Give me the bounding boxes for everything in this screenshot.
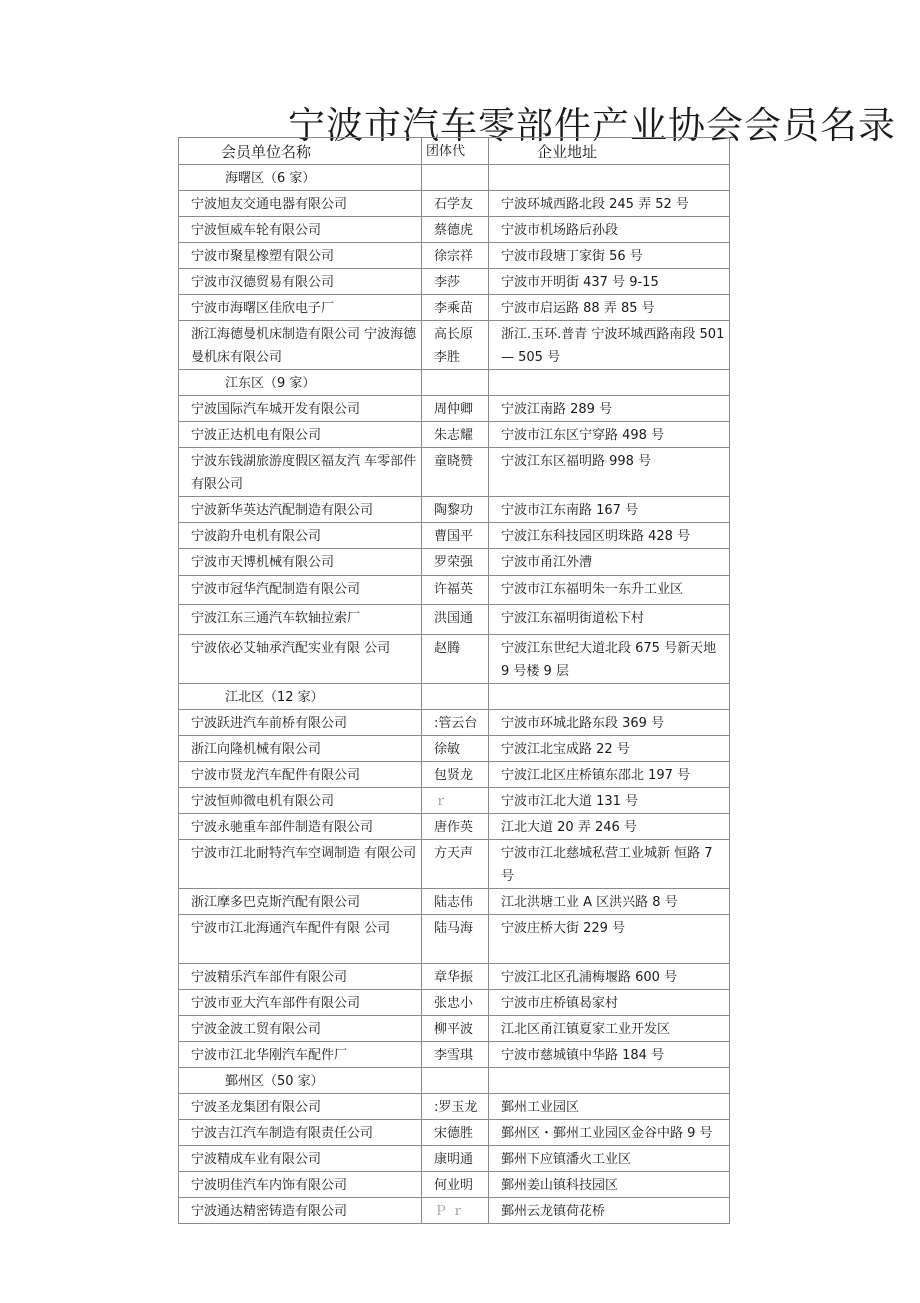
member-unit-name: 宁波吉江汽车制造有限责任公司 — [179, 1120, 422, 1146]
member-representative: 李雪琪 — [422, 1042, 489, 1068]
member-unit-name: 宁波韵升电机有限公司 — [179, 523, 422, 549]
member-representative: 章华振 — [422, 964, 489, 990]
district-name: 海曙区（6 家） — [179, 165, 422, 191]
table-row — [179, 321, 730, 370]
member-address: 江北大道 20 弄 246 号 — [489, 814, 730, 840]
member-representative: 方天声 — [422, 840, 489, 889]
empty-cell — [422, 165, 489, 191]
member-address: 宁波江东科技园区明珠路 428 号 — [489, 523, 730, 549]
district-name: 江北区（12 家） — [179, 684, 422, 710]
member-representative: 康明通 — [422, 1146, 489, 1172]
member-unit-name: 宁波市海曙区佳欣电子厂 — [179, 295, 422, 321]
member-representative: 童晓赞 — [422, 448, 489, 497]
member-representative: 张忠小 — [422, 990, 489, 1016]
member-unit-name: 宁波市江北海通汽车配件有限 公司 — [179, 915, 422, 964]
table-row — [179, 1172, 730, 1198]
table-row — [179, 710, 730, 736]
member-address: 宁波市甬江外漕 — [489, 549, 730, 576]
member-representative: 许福英 — [422, 576, 489, 605]
member-address: 江北洪塘工业 A 区洪兴路 8 号 — [489, 889, 730, 915]
empty-cell — [489, 165, 730, 191]
header-representative: 团体代 — [422, 138, 489, 165]
member-address: 宁波市庄桥镇曷家村 — [489, 990, 730, 1016]
member-unit-name: 宁波正达机电有限公司 — [179, 422, 422, 448]
member-representative: 何业明 — [422, 1172, 489, 1198]
member-representative: 洪国通 — [422, 605, 489, 635]
district-name: 鄞州区（50 家） — [179, 1068, 422, 1094]
table-row — [179, 1094, 730, 1120]
member-unit-name: 宁波恒帅微电机有限公司 — [179, 788, 422, 814]
table-row — [179, 217, 730, 243]
member-representative: Ｐ ｒ — [422, 1198, 489, 1224]
member-unit-name: 宁波市冠华汽配制造有限公司 — [179, 576, 422, 605]
member-representative: 朱志耀 — [422, 422, 489, 448]
member-representative: 宋德胜 — [422, 1120, 489, 1146]
member-unit-name: 浙江摩多巴克斯汽配有限公司 — [179, 889, 422, 915]
member-address: 宁波市开明街 437 号 9-15 — [489, 269, 730, 295]
member-address: 鄞州区・鄞州工业园区金谷中路 9 号 — [489, 1120, 730, 1146]
table-row — [179, 448, 730, 497]
member-representative: 李乘苗 — [422, 295, 489, 321]
table-row — [179, 762, 730, 788]
member-address: 宁波江东福明街道松下村 — [489, 605, 730, 635]
empty-cell — [422, 684, 489, 710]
empty-cell — [489, 370, 730, 396]
member-address: 鄞州姜山镇科技园区 — [489, 1172, 730, 1198]
member-representative: 柳平波 — [422, 1016, 489, 1042]
member-representative: 曹国平 — [422, 523, 489, 549]
member-unit-name: 宁波明佳汽车内饰有限公司 — [179, 1172, 422, 1198]
table-row — [179, 497, 730, 523]
member-unit-name: 宁波恒威车轮有限公司 — [179, 217, 422, 243]
member-representative: 唐作英 — [422, 814, 489, 840]
member-address: 宁波市江东南路 167 号 — [489, 497, 730, 523]
member-unit-name: 宁波永驰重车部件制造有限公司 — [179, 814, 422, 840]
empty-cell — [422, 1068, 489, 1094]
member-address: 宁波市江北慈城私营工业城新 恒路 7 号 — [489, 840, 730, 889]
member-address: 宁波江北区庄桥镇东邵北 197 号 — [489, 762, 730, 788]
member-address: 宁波市慈城镇中华路 184 号 — [489, 1042, 730, 1068]
table-row — [179, 889, 730, 915]
table-row — [179, 915, 730, 964]
table-row — [179, 576, 730, 605]
member-unit-name: 宁波依必艾轴承汽配实业有限 公司 — [179, 635, 422, 684]
page-title: 宁波市汽车零部件产业协会会员名录 — [288, 104, 896, 147]
table-row — [179, 269, 730, 295]
member-address: 宁波江东区福明路 998 号 — [489, 448, 730, 497]
member-address: 宁波市启运路 88 弄 85 号 — [489, 295, 730, 321]
member-address: 宁波江东世纪大道北段 675 号新天地 9 号楼 9 层 — [489, 635, 730, 684]
empty-cell — [422, 370, 489, 396]
member-representative: 蔡德虎 — [422, 217, 489, 243]
member-address: 宁波市江北大道 131 号 — [489, 788, 730, 814]
member-address: 宁波市江东区宁穿路 498 号 — [489, 422, 730, 448]
member-representative: 罗荣强 — [422, 549, 489, 576]
member-unit-name: 宁波市江北华刚汽车配件厂 — [179, 1042, 422, 1068]
district-row — [179, 370, 730, 396]
member-unit-name: 宁波市贤龙汽车配件有限公司 — [179, 762, 422, 788]
member-representative: :管云台 — [422, 710, 489, 736]
member-unit-name: 宁波市天博机械有限公司 — [179, 549, 422, 576]
empty-cell — [489, 1068, 730, 1094]
member-address: 江北区甬江镇夏家工业开发区 — [489, 1016, 730, 1042]
member-representative: 周仲卿 — [422, 396, 489, 422]
table-row — [179, 191, 730, 217]
table-row — [179, 840, 730, 889]
member-unit-name: 宁波市江北耐特汽车空调制造 有限公司 — [179, 840, 422, 889]
table-row — [179, 635, 730, 684]
table-row — [179, 814, 730, 840]
district-row — [179, 165, 730, 191]
member-address: 鄞州下应镇潘火工业区 — [489, 1146, 730, 1172]
table-row — [179, 736, 730, 762]
member-representative: 陶黎功 — [422, 497, 489, 523]
table-row — [179, 605, 730, 635]
member-unit-name: 宁波市汉德贸易有限公司 — [179, 269, 422, 295]
member-table-body — [179, 138, 730, 1224]
member-unit-name: 浙江海德曼机床制造有限公司 宁波海德曼机床有限公司 — [179, 321, 422, 370]
table-row — [179, 964, 730, 990]
member-address: 宁波市段塘丁家街 56 号 — [489, 243, 730, 269]
member-address: 宁波庄桥大街 229 号 — [489, 915, 730, 964]
table-row — [179, 295, 730, 321]
member-unit-name: 宁波市聚星橡塑有限公司 — [179, 243, 422, 269]
member-representative: 徐敏 — [422, 736, 489, 762]
member-unit-name: 宁波市亚大汽车部件有限公司 — [179, 990, 422, 1016]
table-row — [179, 1016, 730, 1042]
member-address: 宁波江南路 289 号 — [489, 396, 730, 422]
member-representative: :罗玉龙 — [422, 1094, 489, 1120]
member-address: 浙江.玉环.普青 宁波环城西路南段 501 — 505 号 — [489, 321, 730, 370]
table-row — [179, 1146, 730, 1172]
member-representative: 石学友 — [422, 191, 489, 217]
member-representative: 赵腾 — [422, 635, 489, 684]
member-unit-name: 浙江向隆机械有限公司 — [179, 736, 422, 762]
member-unit-name: 宁波跃进汽车前桥有限公司 — [179, 710, 422, 736]
table-row — [179, 243, 730, 269]
table-row — [179, 788, 730, 814]
member-unit-name: 宁波江东三通汽车软轴拉索厂 — [179, 605, 422, 635]
table-row — [179, 396, 730, 422]
member-address: 宁波市环城北路东段 369 号 — [489, 710, 730, 736]
table-row — [179, 1120, 730, 1146]
table-row — [179, 549, 730, 576]
member-unit-name: 宁波国际汽车城开发有限公司 — [179, 396, 422, 422]
member-address: 宁波市江东福明朱一东升工业区 — [489, 576, 730, 605]
header-address: 企业地址 — [489, 138, 730, 165]
table-row — [179, 1198, 730, 1224]
member-unit-name: 宁波新华英达汽配制造有限公司 — [179, 497, 422, 523]
table-row — [179, 422, 730, 448]
district-name: 江东区（9 家） — [179, 370, 422, 396]
empty-cell — [489, 684, 730, 710]
table-row — [179, 523, 730, 549]
member-unit-name: 宁波东钱湖旅游度假区福友汽 车零部件有限公司 — [179, 448, 422, 497]
member-unit-name: 宁波精乐汽车部件有限公司 — [179, 964, 422, 990]
member-representative: 包贤龙 — [422, 762, 489, 788]
member-unit-name: 宁波旭友交通电器有限公司 — [179, 191, 422, 217]
member-address: 宁波江北区孔浦梅堰路 600 号 — [489, 964, 730, 990]
member-address: 鄞州工业园区 — [489, 1094, 730, 1120]
member-address: 宁波江北宝成路 22 号 — [489, 736, 730, 762]
header-unit-name: 会员单位名称 — [179, 138, 422, 165]
member-address: 宁波市机场路后孙段 — [489, 217, 730, 243]
member-representative: 李莎 — [422, 269, 489, 295]
member-unit-name: 宁波通达精密铸造有限公司 — [179, 1198, 422, 1224]
district-row — [179, 1068, 730, 1094]
district-row — [179, 684, 730, 710]
member-unit-name: 宁波圣龙集团有限公司 — [179, 1094, 422, 1120]
member-representative: ｒ — [422, 788, 489, 814]
member-representative: 高长原 李胜 — [422, 321, 489, 370]
member-representative: 陆志伟 — [422, 889, 489, 915]
table-row — [179, 990, 730, 1016]
member-unit-name: 宁波精成车业有限公司 — [179, 1146, 422, 1172]
member-address: 宁波环城西路北段 245 弄 52 号 — [489, 191, 730, 217]
table-header-row — [179, 138, 730, 165]
member-representative: 陆马海 — [422, 915, 489, 964]
member-unit-name: 宁波金波工贸有限公司 — [179, 1016, 422, 1042]
member-table — [178, 137, 730, 1224]
table-row — [179, 1042, 730, 1068]
member-representative: 徐宗祥 — [422, 243, 489, 269]
member-address: 鄞州云龙镇荷花桥 — [489, 1198, 730, 1224]
